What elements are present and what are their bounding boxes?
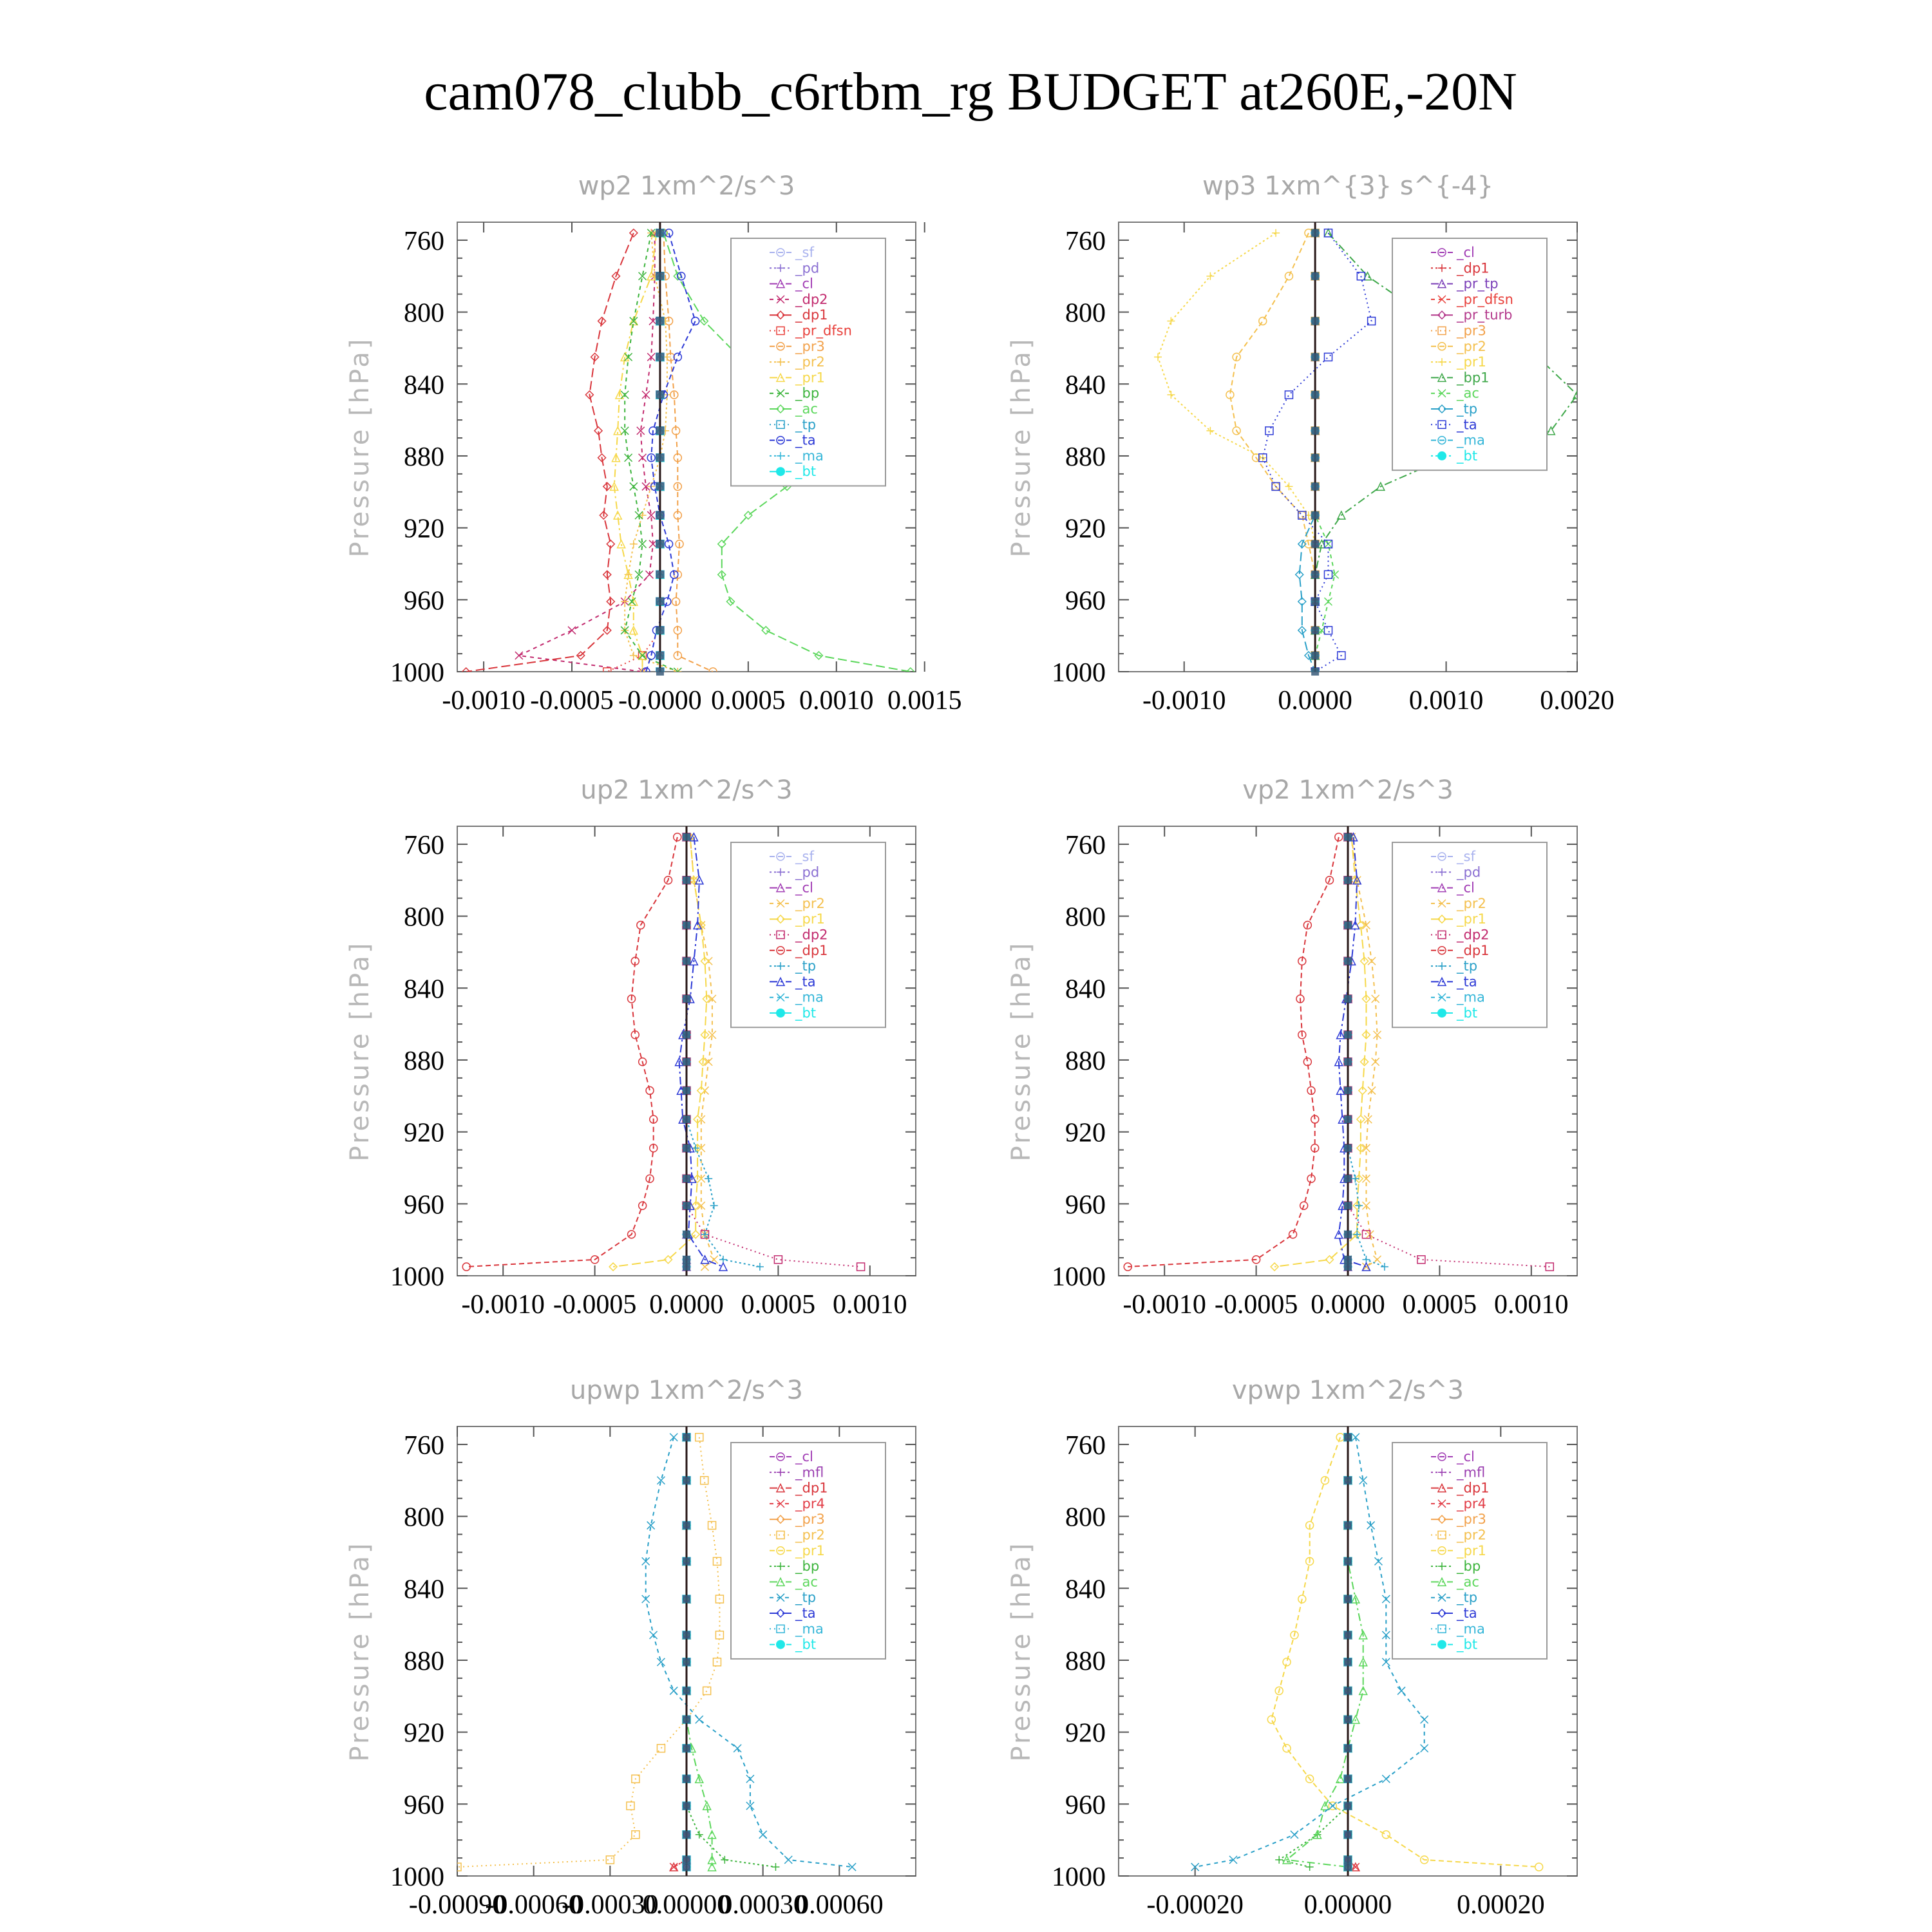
legend-label: _bt: [1457, 448, 1478, 464]
y-tick-label: 800: [404, 902, 444, 933]
y-tick-label: 800: [1065, 902, 1106, 933]
legend-label: _dp1: [795, 307, 828, 323]
zero-marker: [656, 229, 664, 237]
legend-label: _ma: [795, 448, 824, 464]
zero-marker: [1344, 1658, 1352, 1666]
legend-label: _pr3: [1457, 1511, 1486, 1528]
y-axis-label: Pressure [hPa]: [1007, 336, 1036, 558]
x-tick-label: -0.0005: [530, 686, 614, 715]
legend-label: _cl: [795, 1449, 813, 1464]
y-tick-label: 880: [1065, 1046, 1106, 1076]
legend-label: _tp: [795, 958, 817, 974]
x-tick-label: 0.00000: [642, 1890, 731, 1920]
zero-marker: [683, 876, 690, 884]
zero-marker: [656, 668, 664, 676]
legend-label: _ta: [1457, 1605, 1477, 1621]
zero-marker: [1311, 391, 1319, 399]
y-tick-label: 800: [404, 298, 444, 328]
panel-title: wp2 1xm^2/s^3: [578, 171, 795, 201]
legend-label: _cl: [795, 276, 813, 292]
zero-marker: [683, 957, 690, 965]
y-tick-label: 880: [404, 1046, 444, 1076]
legend-label: _pr1: [795, 911, 825, 927]
legend: [1392, 238, 1547, 470]
legend-label: _pr4: [1457, 1495, 1486, 1511]
legend-label: _ac: [795, 401, 818, 417]
y-tick-label: 920: [404, 514, 444, 544]
zero-marker: [656, 598, 664, 605]
legend-label: _bt: [795, 1636, 817, 1653]
panel-title: up2 1xm^2/s^3: [580, 775, 793, 805]
y-axis-label: Pressure [hPa]: [345, 1540, 375, 1762]
y-tick-label: 880: [404, 1646, 444, 1676]
zero-marker: [683, 1231, 690, 1238]
zero-marker: [1344, 957, 1352, 965]
zero-marker: [1311, 317, 1319, 325]
x-tick-label: -0.00030: [562, 1890, 659, 1920]
legend-label: _dp1: [1457, 260, 1490, 276]
zero-marker: [683, 1775, 690, 1783]
legend-label: _bp: [1457, 1558, 1481, 1575]
zero-marker: [1344, 876, 1352, 884]
legend-label: _pr4: [795, 1495, 825, 1511]
legend-label: _bp: [795, 1558, 820, 1575]
x-tick-label: 0.0010: [1408, 686, 1484, 715]
y-tick-label: 800: [1065, 1502, 1106, 1533]
legend-label: _dp1: [795, 1480, 828, 1496]
y-axis-label: Pressure [hPa]: [345, 336, 375, 558]
y-axis-label: Pressure [hPa]: [1007, 940, 1036, 1162]
zero-marker: [683, 1802, 690, 1810]
zero-marker: [1311, 668, 1319, 676]
zero-marker: [1344, 1477, 1352, 1484]
y-tick-label: 920: [1065, 514, 1106, 544]
legend-label: _pr2: [795, 1527, 825, 1543]
x-tick-label: 0.00000: [1303, 1890, 1392, 1920]
zero-marker: [1311, 652, 1319, 659]
x-tick-label: 0.0020: [1540, 686, 1615, 715]
legend-label: _pr1: [1457, 911, 1486, 927]
zero-marker: [683, 1031, 690, 1039]
zero-marker: [1344, 1434, 1352, 1441]
y-tick-label: 840: [404, 974, 444, 1005]
y-tick-label: 960: [1065, 586, 1106, 616]
legend-label: _ta: [795, 432, 816, 448]
zero-marker: [1344, 1831, 1352, 1839]
zero-marker: [683, 1658, 690, 1666]
zero-marker: [1344, 1775, 1352, 1783]
panel-title: wp3 1xm^{3} s^{-4}: [1202, 171, 1494, 201]
zero-marker: [656, 454, 664, 462]
legend-label: _pd: [795, 260, 820, 276]
legend-label: _pr2: [1457, 895, 1486, 911]
zero-marker: [683, 1856, 690, 1864]
zero-marker: [1344, 1557, 1352, 1565]
legend-label: _pr_tp: [1457, 276, 1499, 292]
zero-marker: [1311, 272, 1319, 280]
x-tick-label: 0.0015: [887, 686, 962, 715]
legend-label: _bp: [795, 385, 820, 401]
legend-marker: [776, 467, 785, 476]
legend: [731, 842, 886, 1027]
x-tick-label: 0.0005: [741, 1290, 816, 1320]
zero-marker: [1344, 1115, 1352, 1123]
x-tick-label: -0.00090: [408, 1890, 506, 1920]
y-tick-label: 840: [404, 1575, 444, 1605]
zero-marker: [1344, 1745, 1352, 1752]
legend-label: _ta: [795, 1605, 816, 1621]
y-tick-label: 760: [1065, 830, 1106, 860]
legend-label: _sf: [795, 245, 814, 260]
y-tick-label: 880: [1065, 1646, 1106, 1676]
zero-marker: [656, 353, 664, 361]
y-tick-label: 960: [404, 1790, 444, 1821]
legend-label: _ta: [1457, 417, 1477, 433]
legend-label: _sf: [795, 849, 814, 864]
zero-marker: [683, 1687, 690, 1694]
legend-label: _ta: [1457, 974, 1477, 990]
zero-marker: [656, 482, 664, 490]
x-tick-label: -0.0000: [618, 686, 702, 715]
zero-marker: [683, 1256, 690, 1264]
y-tick-label: 1000: [390, 1262, 444, 1292]
x-tick-label: -0.0010: [461, 1290, 545, 1320]
legend-label: _pr1: [1457, 1542, 1486, 1558]
zero-marker: [1344, 1856, 1352, 1864]
y-tick-label: 1000: [390, 658, 444, 688]
zero-marker: [656, 627, 664, 634]
zero-marker: [1344, 1631, 1352, 1639]
zero-marker: [656, 427, 664, 435]
y-axis-label: Pressure [hPa]: [345, 940, 375, 1162]
zero-marker: [683, 1716, 690, 1723]
legend-label: _pr3: [795, 1511, 825, 1528]
y-tick-label: 960: [1065, 1790, 1106, 1821]
zero-marker: [683, 1202, 690, 1209]
legend: [1392, 1443, 1547, 1659]
y-tick-label: 960: [404, 586, 444, 616]
zero-marker: [1344, 833, 1352, 841]
y-tick-label: 840: [1065, 974, 1106, 1005]
y-tick-label: 800: [1065, 298, 1106, 328]
legend-label: _ac: [795, 1574, 818, 1590]
panel-title: vpwp 1xm^2/s^3: [1231, 1376, 1464, 1405]
zero-marker: [1344, 995, 1352, 1003]
x-tick-label: -0.0005: [1214, 1290, 1298, 1320]
zero-marker: [1344, 1086, 1352, 1094]
y-tick-label: 1000: [390, 1862, 444, 1892]
zero-marker: [683, 1863, 690, 1871]
x-tick-label: -0.0010: [1142, 686, 1226, 715]
zero-marker: [683, 1175, 690, 1182]
x-tick-label: -0.0010: [442, 686, 526, 715]
legend-label: _pr2: [795, 354, 825, 370]
y-tick-label: 1000: [1052, 658, 1106, 688]
zero-marker: [656, 272, 664, 280]
y-tick-label: 920: [404, 1118, 444, 1148]
legend-label: _pr2: [1457, 1527, 1486, 1543]
zero-marker: [656, 317, 664, 325]
legend-label: _ac: [1457, 1574, 1479, 1590]
zero-marker: [1344, 1716, 1352, 1723]
legend-label: _ma: [1457, 432, 1485, 448]
legend-label: _dp1: [1457, 1480, 1490, 1496]
legend-marker: [776, 1640, 785, 1649]
legend-label: _sf: [1457, 849, 1475, 864]
legend-label: _pr1: [795, 370, 825, 386]
zero-marker: [683, 1745, 690, 1752]
legend-label: _ac: [1457, 385, 1479, 401]
legend-label: _pd: [795, 864, 820, 880]
zero-marker: [1344, 1202, 1352, 1209]
y-tick-label: 1000: [1052, 1862, 1106, 1892]
legend-label: _tp: [795, 417, 817, 433]
legend-label: _dp1: [1457, 942, 1490, 958]
y-tick-label: 920: [404, 1718, 444, 1748]
zero-marker: [1344, 1058, 1352, 1066]
zero-marker: [1344, 1687, 1352, 1694]
zero-marker: [1311, 571, 1319, 578]
y-tick-label: 960: [404, 1190, 444, 1220]
legend-label: _pr3: [795, 338, 825, 354]
zero-marker: [683, 922, 690, 929]
legend-label: _tp: [1457, 958, 1478, 974]
legend-label: _mfl: [795, 1464, 824, 1481]
legend-marker: [1437, 451, 1446, 460]
x-tick-label: 0.0000: [649, 1290, 724, 1320]
x-tick-label: 0.0005: [711, 686, 786, 715]
zero-marker: [656, 391, 664, 399]
legend-label: _mfl: [1457, 1464, 1486, 1481]
y-tick-label: 760: [1065, 226, 1106, 256]
zero-marker: [1344, 1863, 1352, 1871]
zero-marker: [683, 1522, 690, 1530]
zero-marker: [656, 571, 664, 578]
legend-label: _cl: [1457, 1449, 1475, 1464]
zero-marker: [1311, 353, 1319, 361]
legend-label: _dp2: [795, 291, 828, 307]
zero-marker: [1311, 482, 1319, 490]
legend-label: _pr_dfsn: [1457, 291, 1513, 307]
legend-label: _pd: [1457, 864, 1481, 880]
y-tick-label: 840: [1065, 370, 1106, 401]
x-tick-label: -0.0005: [553, 1290, 637, 1320]
legend-label: _cl: [795, 880, 813, 896]
y-tick-label: 920: [1065, 1118, 1106, 1148]
legend-label: _bt: [1457, 1636, 1478, 1653]
legend-label: _cl: [1457, 880, 1475, 896]
legend-label: _ma: [795, 1621, 824, 1637]
panel-title: vp2 1xm^2/s^3: [1242, 775, 1454, 805]
zero-marker: [683, 1434, 690, 1441]
legend-label: _ta: [795, 974, 816, 990]
zero-marker: [1311, 627, 1319, 634]
legend-label: _cl: [1457, 245, 1475, 260]
x-tick-label: 0.0010: [1494, 1290, 1569, 1320]
zero-marker: [1311, 454, 1319, 462]
x-tick-label: 0.0010: [833, 1290, 907, 1320]
legend-label: _tp: [795, 1589, 817, 1605]
y-tick-label: 880: [1065, 442, 1106, 472]
legend-label: _dp2: [795, 927, 828, 943]
legend-label: _dp2: [1457, 927, 1490, 943]
x-tick-label: 0.00030: [719, 1890, 807, 1920]
y-tick-label: 760: [404, 830, 444, 860]
zero-marker: [1311, 598, 1319, 605]
zero-marker: [683, 1144, 690, 1152]
legend-marker: [776, 1009, 785, 1018]
figure-title: cam078_clubb_c6rtbm_rg BUDGET at260E,-20N: [424, 62, 1517, 122]
zero-marker: [683, 1595, 690, 1603]
y-tick-label: 760: [404, 1430, 444, 1461]
legend-label: _tp: [1457, 1589, 1478, 1605]
zero-marker: [1344, 1595, 1352, 1603]
x-tick-label: -0.0010: [1122, 1290, 1206, 1320]
legend-label: _bt: [1457, 1005, 1478, 1021]
zero-marker: [1344, 1256, 1352, 1264]
legend-label: _bp1: [1457, 370, 1490, 386]
legend-label: _pr1: [1457, 354, 1486, 370]
y-tick-label: 880: [404, 442, 444, 472]
legend-label: _ma: [1457, 989, 1485, 1005]
x-tick-label: 0.0005: [1402, 1290, 1477, 1320]
zero-marker: [1344, 1031, 1352, 1039]
legend-label: _pr1: [795, 1542, 825, 1558]
y-tick-label: 840: [1065, 1575, 1106, 1605]
legend: [731, 1443, 886, 1659]
zero-marker: [1344, 1175, 1352, 1182]
y-tick-label: 1000: [1052, 1262, 1106, 1292]
zero-marker: [683, 1263, 690, 1271]
legend-label: _ma: [1457, 1621, 1485, 1637]
zero-marker: [683, 833, 690, 841]
y-tick-label: 960: [1065, 1190, 1106, 1220]
legend-marker: [1437, 1009, 1446, 1018]
x-tick-label: -0.00020: [1146, 1890, 1244, 1920]
zero-marker: [656, 540, 664, 548]
legend-label: _tp: [1457, 401, 1478, 417]
zero-marker: [1344, 1144, 1352, 1152]
legend-label: _dp1: [795, 942, 828, 958]
legend-marker: [1437, 1640, 1446, 1649]
y-tick-label: 920: [1065, 1718, 1106, 1748]
zero-marker: [683, 1477, 690, 1484]
zero-marker: [683, 1086, 690, 1094]
zero-marker: [1344, 1802, 1352, 1810]
legend-label: _ma: [795, 989, 824, 1005]
legend-label: _pr_dfsn: [795, 323, 852, 339]
y-axis-label: Pressure [hPa]: [1007, 1540, 1036, 1762]
legend-label: _pr2: [795, 895, 825, 911]
zero-marker: [1344, 922, 1352, 929]
zero-marker: [1311, 540, 1319, 548]
legend-label: _bt: [795, 1005, 817, 1021]
zero-marker: [1344, 1522, 1352, 1530]
zero-marker: [1311, 427, 1319, 435]
y-tick-label: 800: [404, 1502, 444, 1533]
legend-label: _bt: [795, 464, 817, 480]
legend-label: _pr2: [1457, 338, 1486, 354]
y-tick-label: 760: [1065, 1430, 1106, 1461]
zero-marker: [683, 1557, 690, 1565]
legend: [1392, 842, 1547, 1027]
zero-marker: [1344, 1263, 1352, 1271]
y-tick-label: 840: [404, 370, 444, 401]
x-tick-label: 0.00060: [795, 1890, 884, 1920]
y-tick-label: 760: [404, 226, 444, 256]
zero-marker: [656, 511, 664, 519]
x-tick-label: 0.0000: [1278, 686, 1352, 715]
x-tick-label: -0.00060: [485, 1890, 582, 1920]
x-tick-label: 0.0000: [1311, 1290, 1385, 1320]
zero-marker: [683, 1058, 690, 1066]
zero-marker: [1344, 1231, 1352, 1238]
zero-marker: [656, 652, 664, 659]
zero-marker: [683, 1831, 690, 1839]
x-tick-label: 0.0010: [799, 686, 874, 715]
zero-marker: [683, 995, 690, 1003]
zero-marker: [683, 1115, 690, 1123]
panel-title: upwp 1xm^2/s^3: [570, 1376, 803, 1405]
legend-label: _pr3: [1457, 323, 1486, 339]
legend-label: _pr_turb: [1457, 307, 1513, 323]
x-tick-label: 0.00020: [1457, 1890, 1545, 1920]
zero-marker: [683, 1631, 690, 1639]
legend: [731, 238, 886, 486]
zero-marker: [1311, 511, 1319, 519]
zero-marker: [1311, 229, 1319, 237]
